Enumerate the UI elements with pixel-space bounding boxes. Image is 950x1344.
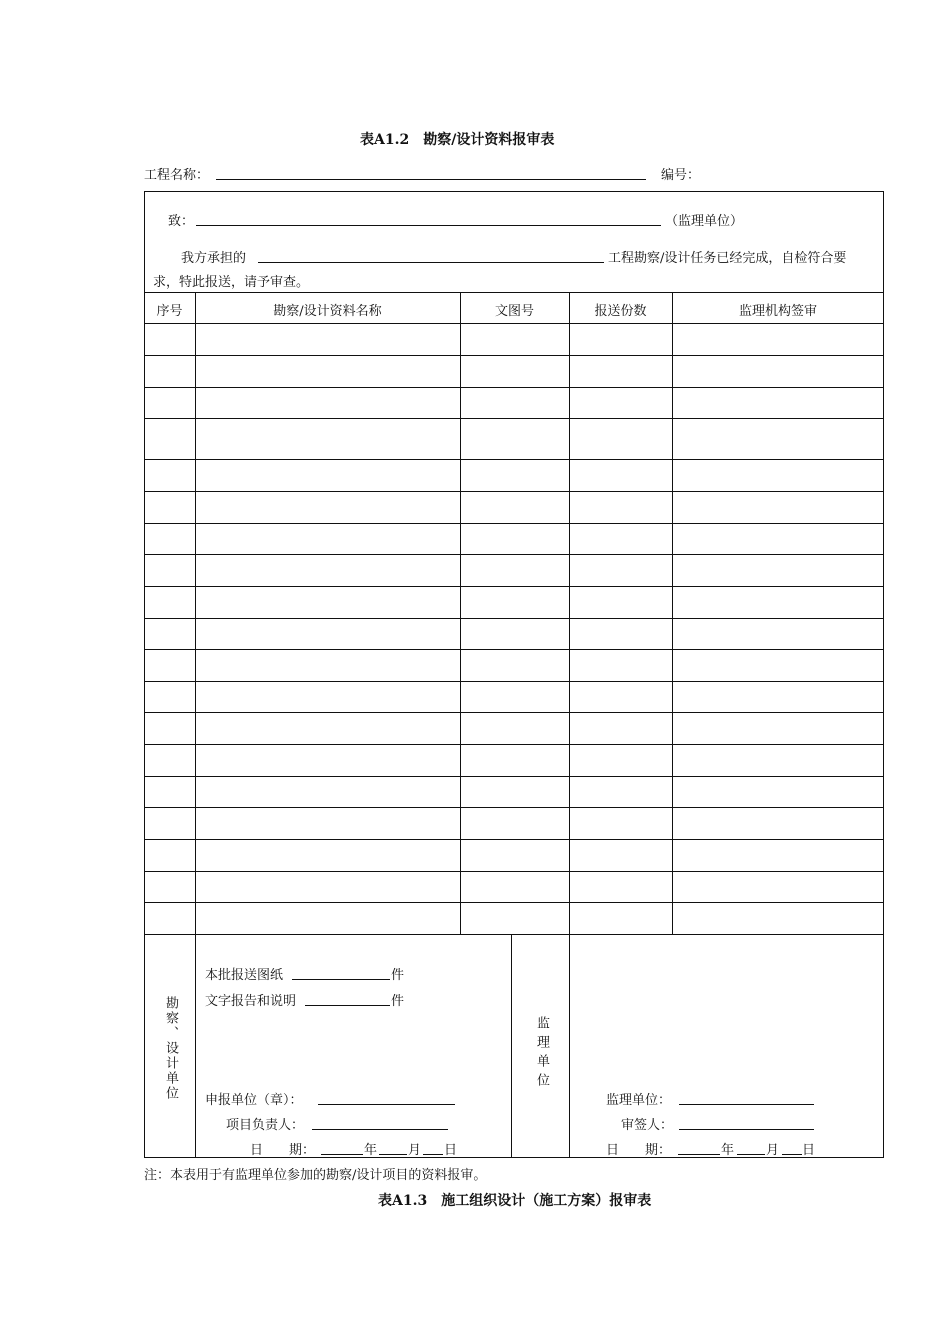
right-day-label: 日	[802, 1143, 816, 1158]
right-month-label: 月	[766, 1143, 780, 1158]
body-prefix: 我方承担的	[181, 251, 247, 266]
supervisor-name-field[interactable]	[196, 225, 661, 226]
to-label: 致：	[168, 214, 195, 229]
project-name-field[interactable]	[216, 179, 646, 180]
table-column-line	[672, 292, 673, 934]
project-name-label: 工程名称：	[144, 168, 210, 183]
table-row-line	[144, 902, 884, 903]
manager-field[interactable]	[312, 1129, 448, 1130]
drawings-count-field[interactable]	[292, 979, 390, 980]
project-task-field[interactable]	[258, 262, 604, 263]
footnote: 注：本表用于有监理单位参加的勘察/设计项目的资料报审。	[144, 1168, 487, 1183]
supervisor-suffix: （监理单位）	[665, 214, 744, 229]
header-bottom-line	[144, 323, 884, 324]
design-unit-vertical-label: 勘察、设计单位	[163, 996, 178, 1101]
applicant-label: 申报单位（章）：	[205, 1093, 303, 1108]
table-row-line	[144, 681, 884, 682]
left-year-field[interactable]	[321, 1154, 363, 1155]
report-label: 文字报告和说明	[205, 994, 297, 1009]
right-date-label: 日 期：	[606, 1143, 672, 1158]
table-row-line	[144, 776, 884, 777]
supervisor-unit-vertical-label: 监理单位	[534, 1016, 549, 1092]
right-day-field[interactable]	[782, 1154, 802, 1155]
left-date-label: 日 期：	[250, 1143, 316, 1158]
section-divider	[511, 934, 512, 1158]
header-copies: 报送份数	[594, 304, 647, 319]
signer-label: 审签人：	[621, 1118, 674, 1133]
table-row-line	[144, 839, 884, 840]
table-row-line	[144, 355, 884, 356]
header-material-name: 勘察/设计资料名称	[273, 304, 382, 319]
table-column-line	[569, 292, 570, 934]
table-row-line	[144, 586, 884, 587]
table-row-line	[144, 807, 884, 808]
left-month-label: 月	[408, 1143, 422, 1158]
body-mid: 工程勘察/设计任务已经完成，自检符合要	[608, 251, 847, 266]
header-index: 序号	[156, 304, 183, 319]
report-count-field[interactable]	[305, 1005, 390, 1006]
table-row-line	[144, 491, 884, 492]
number-label: 编号：	[661, 168, 701, 183]
report-unit: 件	[391, 994, 405, 1009]
right-year-field[interactable]	[678, 1154, 720, 1155]
table-row-line	[144, 871, 884, 872]
page-title: 表A1.2 勘察/设计资料报审表	[360, 132, 555, 148]
signer-field[interactable]	[679, 1129, 814, 1130]
left-day-field[interactable]	[423, 1154, 443, 1155]
left-year-label: 年	[364, 1143, 378, 1158]
bottom-section-top-line	[144, 934, 884, 935]
table-row-line	[144, 523, 884, 524]
table-row-line	[144, 459, 884, 460]
body-line2: 求，特此报送，请予审查。	[153, 275, 310, 290]
table-column-line	[460, 292, 461, 934]
right-month-field[interactable]	[737, 1154, 765, 1155]
supervisor-label: 监理单位：	[606, 1093, 672, 1108]
drawings-label: 本批报送图纸	[205, 968, 284, 983]
drawings-unit: 件	[391, 968, 405, 983]
table-column-line	[195, 292, 196, 934]
right-label-divider	[569, 934, 570, 1158]
applicant-field[interactable]	[318, 1104, 455, 1105]
right-year-label: 年	[721, 1143, 735, 1158]
table-row-line	[144, 712, 884, 713]
table-row-line	[144, 418, 884, 419]
manager-label: 项目负责人：	[226, 1118, 305, 1133]
table-top-line	[144, 292, 884, 293]
table-row-line	[144, 387, 884, 388]
header-drawing-number: 文图号	[494, 304, 534, 319]
table-row-line	[144, 554, 884, 555]
left-month-field[interactable]	[379, 1154, 407, 1155]
next-table-title: 表A1.3 施工组织设计（施工方案）报审表	[378, 1193, 652, 1209]
table-row-line	[144, 649, 884, 650]
table-row-line	[144, 618, 884, 619]
supervisor-field[interactable]	[679, 1104, 814, 1105]
left-day-label: 日	[444, 1143, 458, 1158]
table-row-line	[144, 744, 884, 745]
header-review: 监理机构签审	[738, 304, 817, 319]
form-frame	[144, 191, 884, 1158]
left-label-divider	[195, 934, 196, 1158]
